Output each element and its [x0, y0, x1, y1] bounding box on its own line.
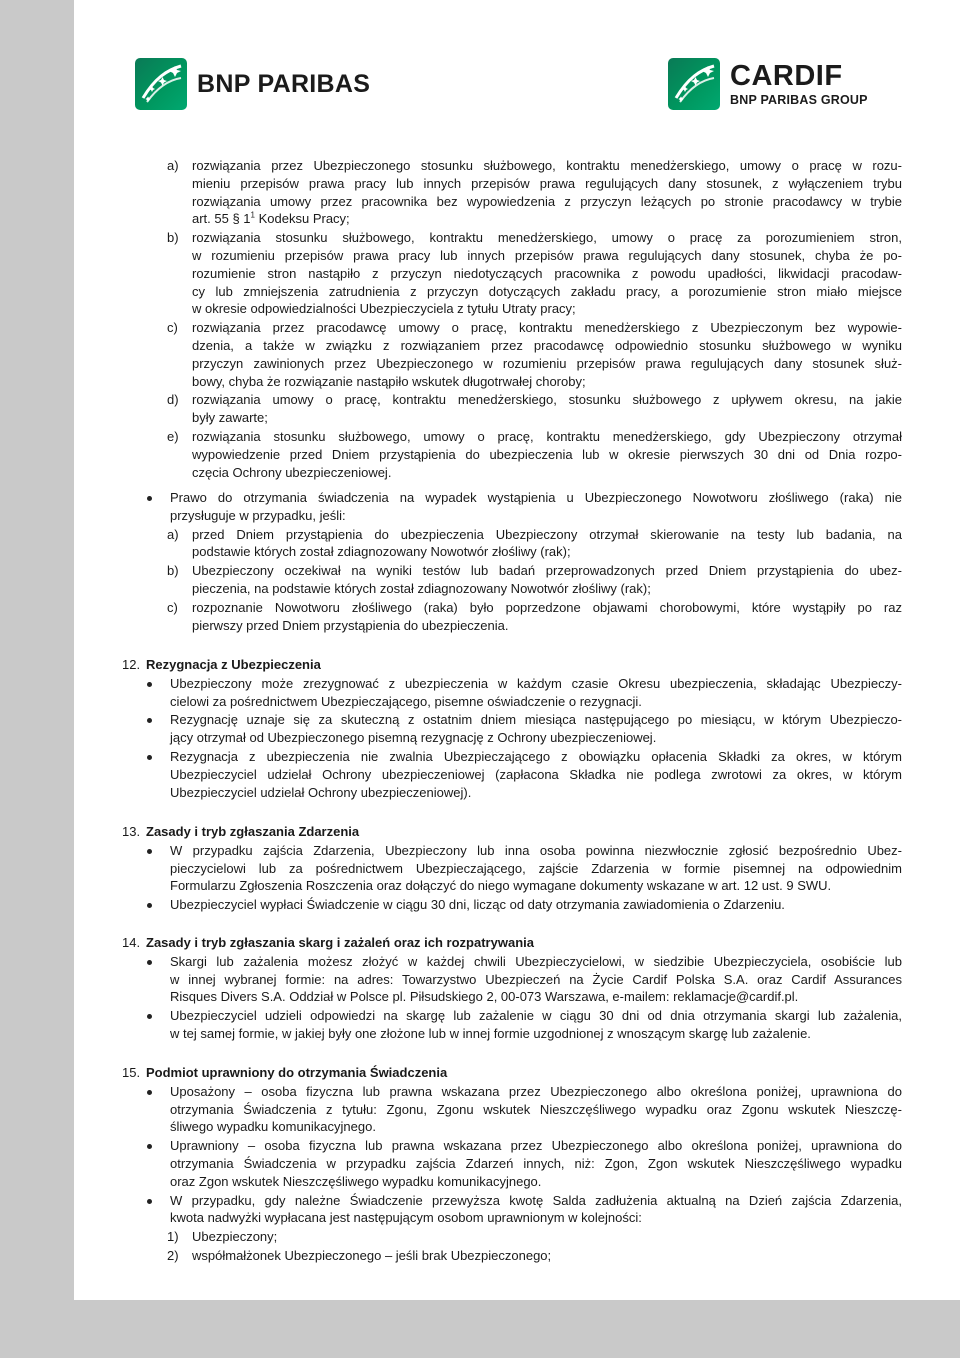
bnp-stars-icon — [135, 58, 187, 110]
text-line: pieczenia, na podstawie których został zdiagnozowany Nowotwór złośliwy (rak); — [192, 581, 651, 596]
text-line: w okresie odpowiedzialności Ubezpieczyciela z tytułu Utraty pracy; — [192, 301, 576, 317]
text-line: rozwiązania przez pracodawcę umowy o pracę, kontraktu menedżerskiego z Ubezpieczonym bez wypowie- — [192, 320, 902, 336]
list-label: b) — [167, 563, 179, 579]
text-line: cy lub zmniejszenia zatrudnienia z przyczyn dotyczących zakładu pracy, a porozumienie stron miało miejsce — [192, 283, 902, 299]
text-line: otrzymania Świadczenia z tytułu: Zgonu, Zgonu wskutek Nieszczęśliwego wypadku oraz Zgonu wskutek Nieszczę- — [170, 1101, 902, 1117]
cardif-logo — [668, 58, 868, 110]
text-line: pieczycielowi lub za pośrednictwem Ubezpieczającego, zajście Zdarzenia w formie pisemnej na odpowiednim — [170, 860, 902, 876]
section-title: Zasady i tryb zgłaszania skarg i zażaleń oraz ich rozpatrywania — [146, 935, 534, 950]
text-line: przysługuje w przypadku, jeśli: — [170, 507, 346, 523]
bullet-dot — [147, 1199, 152, 1204]
text-line: Ubezpieczyciel wypłaci Świadczenie w ciągu 30 dni, licząc od daty otrzymania zawiadomienia o Zdarzeniu. — [170, 897, 785, 913]
text-line: podstawie których został zdiagnozowany Nowotwór złośliwy (rak); — [192, 544, 571, 560]
bullet-dot — [147, 1090, 152, 1095]
bullet-dot — [147, 496, 152, 501]
text-line: Rezygnację uznaje się za skuteczną z ostatnim dniem miesiąca następującego po miesiącu, w którym Ubezpieczo- — [170, 712, 902, 728]
section-title: Podmiot uprawniony do otrzymania Świadczenia — [146, 1065, 448, 1080]
text-line: Risques Divers S.A. Oddział w Polsce pl. Piłsudskiego 2, 00-073 Warszawa, e-mailem: reklamacje@cardif.pl. — [170, 989, 799, 1005]
article-ref-tail: Kodeksu Pracy; — [255, 211, 350, 227]
text-line: przyczyn zawinionych przez Ubezpieczonego w rozumieniu przepisów prawa regulujących dany stosunek służ- — [192, 355, 902, 371]
bullet-dot — [147, 682, 152, 687]
bnp-paribas-logo — [135, 58, 370, 110]
list-label: 2) — [167, 1248, 179, 1263]
text-line: rozwiązania umowy przez pracownika bez wypowiedzenia z przyczyn leżących po stronie pracodawcy w trybie — [192, 193, 902, 209]
text-line: Uprawniony – osoba fizyczna lub prawna wskazana przez Ubezpieczonego albo określona poniżej, uprawniona do — [170, 1138, 902, 1154]
text-line — [192, 210, 350, 228]
list-label: a) — [167, 526, 179, 542]
bullet-dot — [147, 960, 152, 965]
text-line: rozumienie stron nastąpiło z przyczyn niedotyczących pracownika z powodu upadłości, likwidacji pracodaw- — [192, 265, 902, 281]
section-title: Zasady i tryb zgłaszania Zdarzenia — [146, 824, 360, 839]
text-line: rozwiązania stosunku służbowego, kontraktu menedżerskiego, umowy o pracę za porozumieniem stron, — [192, 230, 902, 246]
cardif-group-label: BNP PARIBAS GROUP — [730, 92, 868, 107]
list-label: c) — [167, 320, 178, 336]
text-line: były zawarte; — [192, 410, 268, 426]
text-line: bowy, chyba że rozwiązanie nastąpiło wskutek długotrwałej choroby; — [192, 373, 586, 389]
bnp-paribas-wordmark: BNP PARIBAS — [197, 69, 371, 98]
text-line: częcia Ochrony ubezpieczeniowej. — [192, 464, 392, 480]
section-number: 12. — [122, 657, 141, 672]
text-line: w rozumieniu przepisów prawa pracy lub innych przepisów prawa regulujących dany stosunek, chyba że po- — [192, 248, 902, 263]
article-ref: art. 55 § 1 — [192, 211, 251, 227]
text-line: Ubezpieczyciel udzielał Ochrony ubezpieczeniowej (zapłacona Składka nie podlega zwrotowi za okres, w którym — [170, 766, 902, 782]
text-line: mieniu przepisów prawa pracy lub innych przepisów prawa regulujących dany stosunek, z wyłączeniem trybu — [192, 175, 902, 191]
text-line: Rezygnacja z ubezpieczenia nie zwalnia Ubezpieczającego z obowiązku opłacenia Składki za okres, w którym — [170, 749, 902, 764]
section-number: 15. — [122, 1065, 141, 1080]
section-number: 14. — [122, 935, 141, 950]
text-line: śliwego wypadku komunikacyjnego. — [170, 1119, 376, 1135]
text-line: dzenia, a także w związku z rozwiązaniem przez pracodawcę odpowiednio stosunku służbowego w wyniku — [192, 338, 902, 353]
superscript: 1 — [250, 211, 255, 221]
text-line: Ubezpieczyciel udzieli odpowiedzi na skargę lub zażalenie w ciągu 30 dni od dnia otrzymania skargi lub zażalenia, — [170, 1008, 902, 1024]
text-line: Uposażony – osoba fizyczna lub prawna wskazana przez Ubezpieczonego albo określona poniżej, uprawniona do — [170, 1083, 902, 1099]
text-line: wypowiedzenie przed Dniem przystąpienia do ubezpieczenia lub w okresie pierwszych 30 dni od Dnia rozpo- — [192, 446, 902, 462]
bullet-dot — [147, 755, 152, 760]
list-label: e) — [167, 429, 179, 444]
text-line: otrzymania Świadczenia w przypadku zajścia Zdarzeń innych, niż: Zgon, Zgon wskutek Nieszczęśliwego wypadku — [170, 1156, 902, 1171]
list-label: a) — [167, 158, 179, 173]
text-line: Ubezpieczyciel udzielał Ochrony ubezpieczeniowej). — [170, 784, 472, 800]
text-line: przed Dniem przystąpienia do ubezpieczenia Ubezpieczony otrzymał skierowanie na testy lub badania, na — [192, 526, 902, 542]
text-line: Ubezpieczony może zrezygnować z ubezpieczenia w każdym czasie Okresu ubezpieczenia, składając Ubezpieczy- — [170, 675, 902, 691]
list-label: c) — [167, 599, 178, 615]
text-line: w tej samej formie, w jakiej były one złożone lub w innej formie uzgodnionej z wnoszącym skargę lub zażalenie. — [170, 1026, 811, 1041]
list-label: b) — [167, 230, 179, 246]
text-line: oraz Zgon wskutek Nieszczęśliwego wypadku komunikacyjnego. — [170, 1173, 542, 1189]
text-line: jący otrzymał od Ubezpieczonego pisemną rezygnację z Ochrony ubezpieczeniowej. — [170, 730, 657, 746]
text-line: W przypadku zajścia Zdarzenia, Ubezpieczony lub inna osoba powinna niezwłocznie zgłosić bezpośrednio Ubez- — [170, 842, 902, 858]
text-line: Prawo do otrzymania świadczenia na wypadek wystąpienia u Ubezpieczonego Nowotworu złośliwego (raka) nie — [170, 490, 902, 505]
list-label: d) — [167, 392, 179, 408]
text-line: kwota nadwyżki wypłacana jest następującym osobom uprawnionym w kolejności: — [170, 1210, 642, 1226]
cardif-stars-icon — [668, 58, 720, 110]
text-line: Skargi lub zażalenia możesz złożyć w każdej chwili Ubezpieczycielowi, w siedzibie Ubezpieczyciela, osobiście lub — [170, 953, 902, 969]
text-line: rozpoznanie Nowotworu złośliwego (raka) było poprzedzone objawami chorobowymi, które wystąpiły po raz — [192, 599, 902, 615]
text-line: pierwszy przed Dniem przystąpienia do ubezpieczenia. — [192, 617, 509, 633]
text-line: Ubezpieczony; — [192, 1229, 278, 1245]
text-line: Ubezpieczony oczekiwał na wyniki testów lub badań przeprowadzonych przed Dniem przystąpienia do ubez- — [192, 563, 902, 579]
text-line: Formularzu Zgłoszenia Roszczenia oraz dołączyć do niego wymagane dokumenty wskazane w art. 12 ust. 9 SWU. — [170, 878, 832, 894]
text-line: rozwiązania umowy o pracę, kontraktu menedżerskiego, stosunku służbowego z upływem okresu, na jakie — [192, 392, 902, 408]
cardif-wordmark: CARDIF — [730, 59, 843, 92]
text-line: cielowi za pośrednictwem Ubezpieczającego, pisemne oświadczenie o rezygnacji. — [170, 693, 642, 709]
section-title: Rezygnacja z Ubezpieczenia — [146, 657, 321, 672]
text-line: rozwiązania przez Ubezpieczonego stosunku służbowego, kontraktu menedżerskiego, umowy o pracę w rozu- — [192, 158, 902, 173]
section-number: 13. — [122, 824, 141, 839]
text-line: w innej wybranej formie: na adres: Towarzystwo Ubezpieczeń na Życie Cardif Polska S.A. oraz Cardif Assurances — [170, 971, 902, 987]
text-line: W przypadku, gdy należne Świadczenie przewyższa kwotę Salda zadłużenia aktualną na Dzień zajścia Zdarzenia, — [170, 1192, 902, 1208]
text-line: rozwiązania stosunku służbowego, umowy o pracę, kontraktu menedżerskiego, gdy Ubezpieczony otrzymał — [192, 429, 902, 444]
text-line: współmałżonek Ubezpieczonego – jeśli brak Ubezpieczonego; — [192, 1248, 552, 1263]
bullet-dot — [147, 849, 152, 854]
list-label: 1) — [167, 1229, 179, 1245]
